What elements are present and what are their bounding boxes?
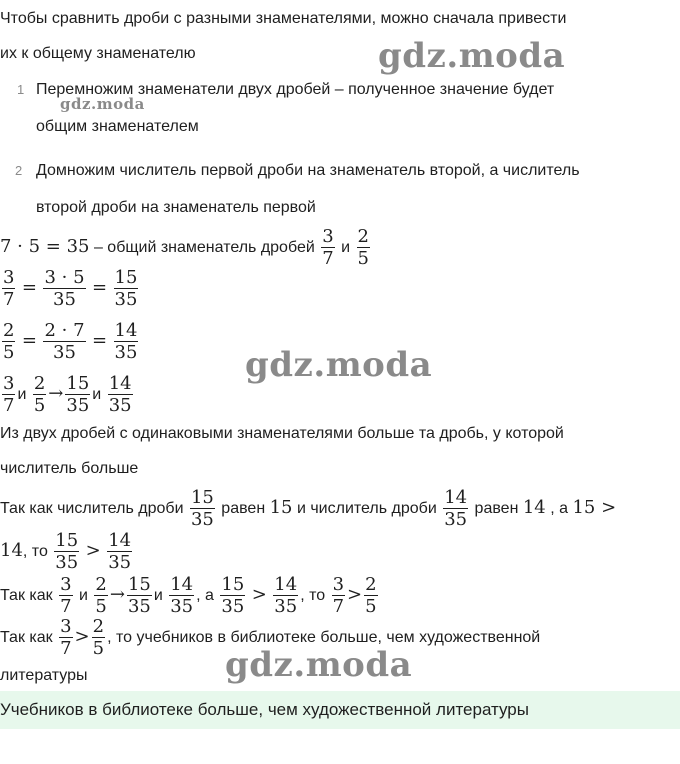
fraction-3-7: $\frac{3}{7}$ <box>332 574 345 618</box>
equation-2-5 <box>0 318 140 365</box>
fraction-2-5: $\frac{2}{5}$ <box>3 320 15 364</box>
step-2-line-2: второй дроби на знаменатель первой <box>36 199 316 216</box>
fraction-15-35: $\frac{15}{35}$ <box>66 373 90 417</box>
fraction-2x7-35: $\frac{2 \cdot 7}{35}$ <box>44 320 85 364</box>
common-text: – общий знаменатель дробей <box>89 239 320 256</box>
arrow-symbol: → <box>109 584 125 605</box>
fraction-15-35: $\frac{15}{35}$ <box>127 574 151 618</box>
since-3-line-1: Так как $\frac{3}{7}$ > $\frac{2}{5}$ , то учебников в библиотеке больше, чем художественной <box>0 616 541 660</box>
arrow-symbol: → <box>48 383 64 404</box>
greater-sign: > <box>347 584 363 605</box>
watermark-logo: gdz.moda <box>378 36 566 76</box>
fraction-15-35: $\frac{15}{35}$ <box>221 574 245 618</box>
fraction-14-35: $\frac{14}{35}$ <box>108 373 132 417</box>
value-15: 15 <box>269 497 293 518</box>
common-denominator-line <box>0 224 372 271</box>
fraction-14-35: $\frac{14}{35}$ <box>274 574 298 618</box>
equation-3-7 <box>0 265 140 312</box>
fraction-2-5: $\frac{2}{5}$ <box>357 226 369 270</box>
watermark-logo-small: gdz.moda <box>60 95 145 113</box>
step-1-number: 1 <box>17 82 25 97</box>
equals-sign: = <box>91 330 108 351</box>
and-text: и <box>17 386 27 403</box>
since-2-line: Так как $\frac{3}{7}$ и $\frac{2}{5}$ → $\frac{15}{35}$ и $\frac{14}{35}$ , а $\frac{15}{35}$ > $\frac{14}{35}$ , то $\frac{3}{7}$ > $\frac{2}{5}$ <box>0 574 377 618</box>
fraction-14-35: $\frac{14}{35}$ <box>114 320 138 364</box>
and-text: и <box>92 386 102 403</box>
step-2-number: 2 <box>15 163 23 178</box>
fraction-14-35: $\frac{14}{35}$ <box>170 574 194 618</box>
watermark-logo: gdz.moda <box>245 345 433 385</box>
rule-line-1: Из двух дробей с одинаковыми знаменателями больше та дробь, у которой <box>0 425 564 442</box>
fraction-3-7: $\frac{3}{7}$ <box>322 226 334 270</box>
fraction-3-7: $\frac{3}{7}$ <box>60 616 72 660</box>
answer-box <box>0 691 680 729</box>
equals-sign: = <box>91 277 108 298</box>
compare-15-gt: 15 > <box>572 497 617 518</box>
since-line-2: 14, то $\frac{15}{35}$ > $\frac{14}{35}$ <box>0 530 132 574</box>
value-14: 14 <box>0 540 23 561</box>
since-line-1: Так как числитель дроби $\frac{15}{35}$ равен 15 и числитель дроби $\frac{14}{35}$ равен 14 , а 15 > <box>0 487 617 531</box>
fraction-3-7: $\frac{3}{7}$ <box>3 267 15 311</box>
fraction-15-35: $\frac{15}{35}$ <box>55 530 79 574</box>
fraction-14-35: $\frac{14}{35}$ <box>108 530 132 574</box>
fraction-2-5: $\frac{2}{5}$ <box>95 574 107 618</box>
greater-sign: > <box>85 540 101 561</box>
since-3-line-2: литературы <box>0 667 88 684</box>
fraction-15-35: $\frac{15}{35}$ <box>114 267 138 311</box>
equals-sign: = <box>21 330 37 351</box>
answer-text: Учебников в библиотеке больше, чем художественной литературы <box>0 700 529 719</box>
fraction-15-35: $\frac{15}{35}$ <box>190 487 214 531</box>
fraction-2-5: $\frac{2}{5}$ <box>33 373 46 417</box>
value-14: 14 <box>522 497 546 518</box>
fraction-3x5-35: $\frac{3 \cdot 5}{35}$ <box>44 267 85 311</box>
fraction-2-5: $\frac{2}{5}$ <box>92 616 105 660</box>
intro-line-2: их к общему знаменателю <box>0 45 196 62</box>
step-1-line-1: Перемножим знаменатели двух дробей – полученное значение будет <box>36 81 555 98</box>
common-expr: 7 · 5 = 35 <box>0 236 90 257</box>
conversion-line <box>0 371 135 418</box>
rule-line-2: числитель больше <box>0 460 139 477</box>
step-2-line-1: Домножим числитель первой дроби на знаменатель второй, а числитель <box>36 162 580 179</box>
fraction-2-5: $\frac{2}{5}$ <box>365 574 377 618</box>
greater-sign: > <box>251 584 267 605</box>
watermark-logo: gdz.moda <box>225 645 413 685</box>
greater-sign: > <box>74 626 90 647</box>
fraction-3-7: $\frac{3}{7}$ <box>60 574 72 618</box>
step-1-line-2: общим знаменателем <box>36 118 199 135</box>
and-text: и <box>336 239 355 256</box>
fraction-3-7: $\frac{3}{7}$ <box>3 373 15 417</box>
intro-line-1: Чтобы сравнить дроби с разными знаменателями, можно сначала привести <box>0 10 567 27</box>
fraction-14-35: $\frac{14}{35}$ <box>444 487 468 531</box>
equals-sign: = <box>21 277 37 298</box>
